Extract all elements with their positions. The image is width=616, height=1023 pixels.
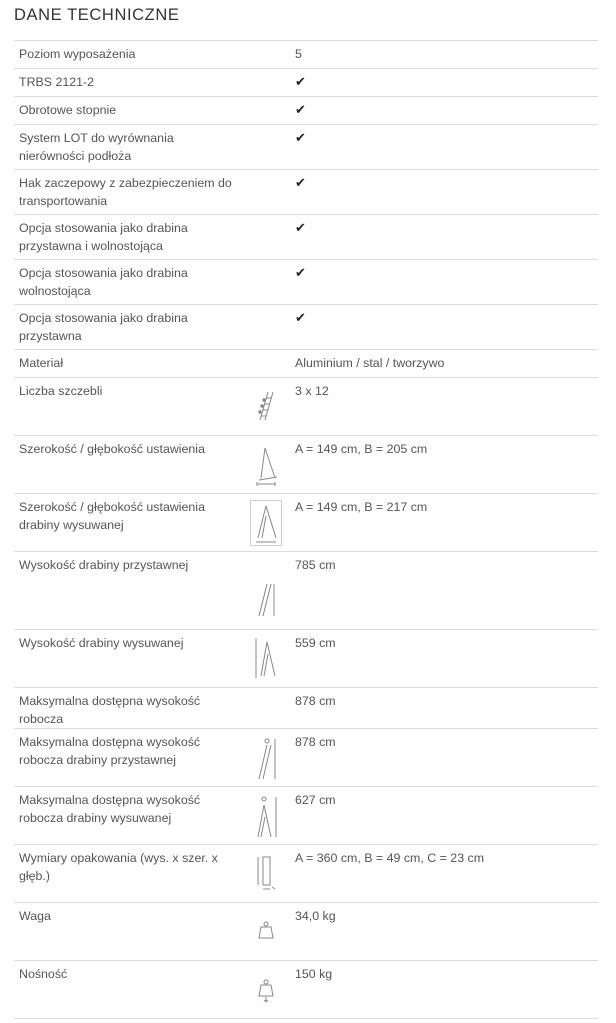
table-row: [14, 436, 598, 494]
spec-icon-cell: [242, 305, 290, 350]
table-row: [14, 69, 598, 97]
table-row: [14, 494, 598, 552]
weight-icon: [258, 921, 274, 939]
spec-label: Wymiary opakowania (wys. x szer. x głęb.): [14, 845, 242, 903]
load-capacity-icon: [258, 979, 274, 1003]
spec-label: Maksymalna dostępna wysokość robocza drabiny wysuwanej: [14, 787, 242, 845]
extended-stand-width-icon: [250, 500, 282, 546]
spec-table: [14, 40, 598, 1019]
spec-value: Aluminium / stal / tworzywo: [290, 350, 598, 378]
spec-label: Materiał: [14, 350, 242, 378]
spec-icon-cell: [242, 170, 290, 215]
spec-icon-cell: [242, 41, 290, 69]
spec-label: Waga: [14, 903, 242, 961]
spec-label: Wysokość drabiny wysuwanej: [14, 630, 242, 688]
spec-label: Opcja stosowania jako drabina przystawna: [14, 305, 242, 350]
check-icon: ✔: [295, 74, 306, 89]
rungs-icon: [256, 390, 276, 422]
spec-label: Wysokość drabiny przystawnej: [14, 552, 242, 630]
spec-label: Liczba szczebli: [14, 378, 242, 436]
spec-label: TRBS 2121-2: [14, 69, 242, 97]
spec-value: 559 cm: [290, 630, 598, 688]
spec-value: 3 x 12: [290, 378, 598, 436]
table-row: [14, 845, 598, 903]
extended-height-icon: [255, 636, 277, 680]
stand-width-icon: [251, 444, 281, 486]
spec-value: 627 cm: [290, 787, 598, 845]
check-icon: ✔: [295, 175, 306, 190]
spec-label: System LOT do wyrównania nierówności podłoża: [14, 125, 242, 170]
table-row: [14, 903, 598, 961]
spec-value: 34,0 kg: [290, 903, 598, 961]
spec-icon-cell: [242, 350, 290, 378]
spec-value: A = 360 cm, B = 49 cm, C = 23 cm: [290, 845, 598, 903]
spec-label: Szerokość / głębokość ustawienia drabiny wysuwanej: [14, 494, 242, 552]
spec-value: A = 149 cm, B = 205 cm: [290, 436, 598, 494]
spec-icon-cell: [242, 688, 290, 729]
table-row: [14, 350, 598, 378]
lean-working-height-icon: [255, 737, 277, 781]
table-row: [14, 305, 598, 350]
spec-label: Szerokość / głębokość ustawienia: [14, 436, 242, 494]
spec-label: Maksymalna dostępna wysokość robocza drabiny przystawnej: [14, 729, 242, 787]
spec-icon-cell: [242, 69, 290, 97]
spec-icon-cell: [242, 125, 290, 170]
table-row: [14, 688, 598, 729]
section-title: DANE TECHNICZNE: [14, 6, 180, 24]
package-dimensions-icon: [255, 855, 277, 893]
lean-height-icon: [255, 582, 277, 618]
spec-label: Obrotowe stopnie: [14, 97, 242, 125]
check-icon: ✔: [295, 310, 306, 325]
spec-icon-cell: [242, 97, 290, 125]
check-icon: ✔: [295, 220, 306, 235]
spec-label: Opcja stosowania jako drabina przystawna i wolnostojąca: [14, 215, 242, 260]
table-row: [14, 170, 598, 215]
table-row: [14, 125, 598, 170]
spec-value: 878 cm: [290, 688, 598, 729]
extended-working-height-icon: [254, 795, 278, 839]
check-icon: ✔: [295, 102, 306, 117]
table-row: [14, 378, 598, 436]
spec-icon-cell: [242, 215, 290, 260]
check-icon: ✔: [295, 130, 306, 145]
spec-value: 785 cm: [290, 552, 598, 630]
spec-label: Poziom wyposażenia: [14, 41, 242, 69]
table-row: [14, 260, 598, 305]
table-row: [14, 630, 598, 688]
spec-value: A = 149 cm, B = 217 cm: [290, 494, 598, 552]
table-row: [14, 787, 598, 845]
spec-label: Opcja stosowania jako drabina wolnostojąca: [14, 260, 242, 305]
table-row: [14, 41, 598, 69]
spec-label: Hak zaczepowy z zabezpieczeniem do transportowania: [14, 170, 242, 215]
table-row: [14, 961, 598, 1019]
spec-label: Maksymalna dostępna wysokość robocza: [14, 688, 242, 729]
spec-value: 878 cm: [290, 729, 598, 787]
spec-icon-cell: [242, 260, 290, 305]
check-icon: ✔: [295, 265, 306, 280]
table-row: [14, 215, 598, 260]
table-row: [14, 97, 598, 125]
table-row: [14, 552, 598, 630]
table-row: [14, 729, 598, 787]
spec-value: 5: [290, 41, 598, 69]
spec-label: Nośność: [14, 961, 242, 1019]
spec-value: 150 kg: [290, 961, 598, 1019]
